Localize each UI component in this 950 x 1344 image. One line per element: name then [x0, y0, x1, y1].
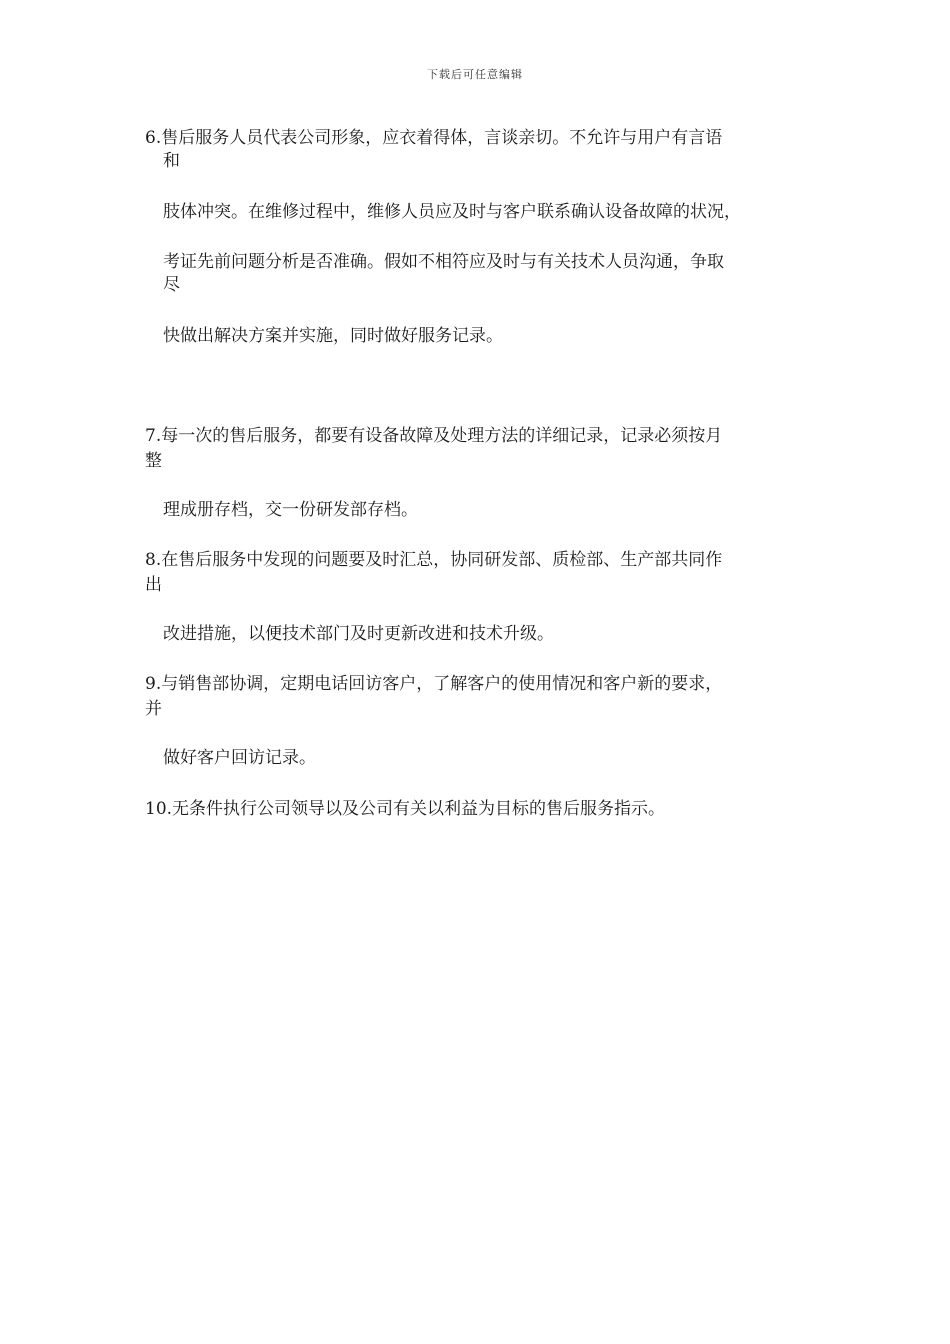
list-item-9-line-2: 做好客户回访记录。 — [163, 748, 316, 768]
list-item-9-line-1 — [145, 673, 722, 695]
item-text: 在售后服务中发现的问题要及时汇总，协同研发部、质检部、生产部共同作 — [161, 550, 723, 570]
item-number: 9. — [145, 674, 162, 694]
item-text: 每一次的售后服务，都要有设备故障及处理方法的详细记录，记录必须按月 — [161, 426, 723, 446]
list-item-8-wrap-1: 出 — [145, 575, 162, 595]
item-number: 8. — [145, 550, 162, 570]
list-item-9-wrap-1: 并 — [145, 699, 162, 719]
list-item-6-line-2: 肢体冲突。在维修过程中，维修人员应及时与客户联系确认设备故障的状况， — [163, 202, 741, 222]
list-item-6-line-1 — [145, 127, 722, 149]
list-item-10-line-1 — [145, 798, 665, 820]
list-item-6-line-4: 快做出解决方案并实施，同时做好服务记录。 — [163, 326, 503, 346]
list-item-6-line-3: 考证先前问题分析是否准确。假如不相符应及时与有关技术人员沟通，争取 — [163, 252, 724, 272]
item-number: 10. — [145, 799, 173, 819]
list-item-7-wrap-1: 整 — [145, 451, 162, 471]
list-item-8-line-1 — [145, 549, 722, 571]
list-item-7-line-2: 理成册存档，交一份研发部存档。 — [163, 500, 418, 520]
page-header: 下载后可任意编辑 — [427, 68, 523, 81]
item-text: 售后服务人员代表公司形象，应衣着得体，言谈亲切。不允许与用户有言语 — [161, 128, 723, 148]
item-number: 7. — [145, 426, 162, 446]
list-item-8-line-2: 改进措施，以便技术部门及时更新改进和技术升级。 — [163, 624, 554, 644]
item-text: 与销售部协调，定期电话回访客户，了解客户的使用情况和客户新的要求， — [161, 674, 723, 694]
list-item-6-wrap-2: 尽 — [163, 275, 180, 295]
list-item-6-wrap-1: 和 — [163, 151, 180, 171]
list-item-7-line-1 — [145, 425, 722, 447]
item-text: 无条件执行公司领导以及公司有关以利益为目标的售后服务指示。 — [172, 799, 666, 819]
item-number: 6. — [145, 128, 162, 148]
